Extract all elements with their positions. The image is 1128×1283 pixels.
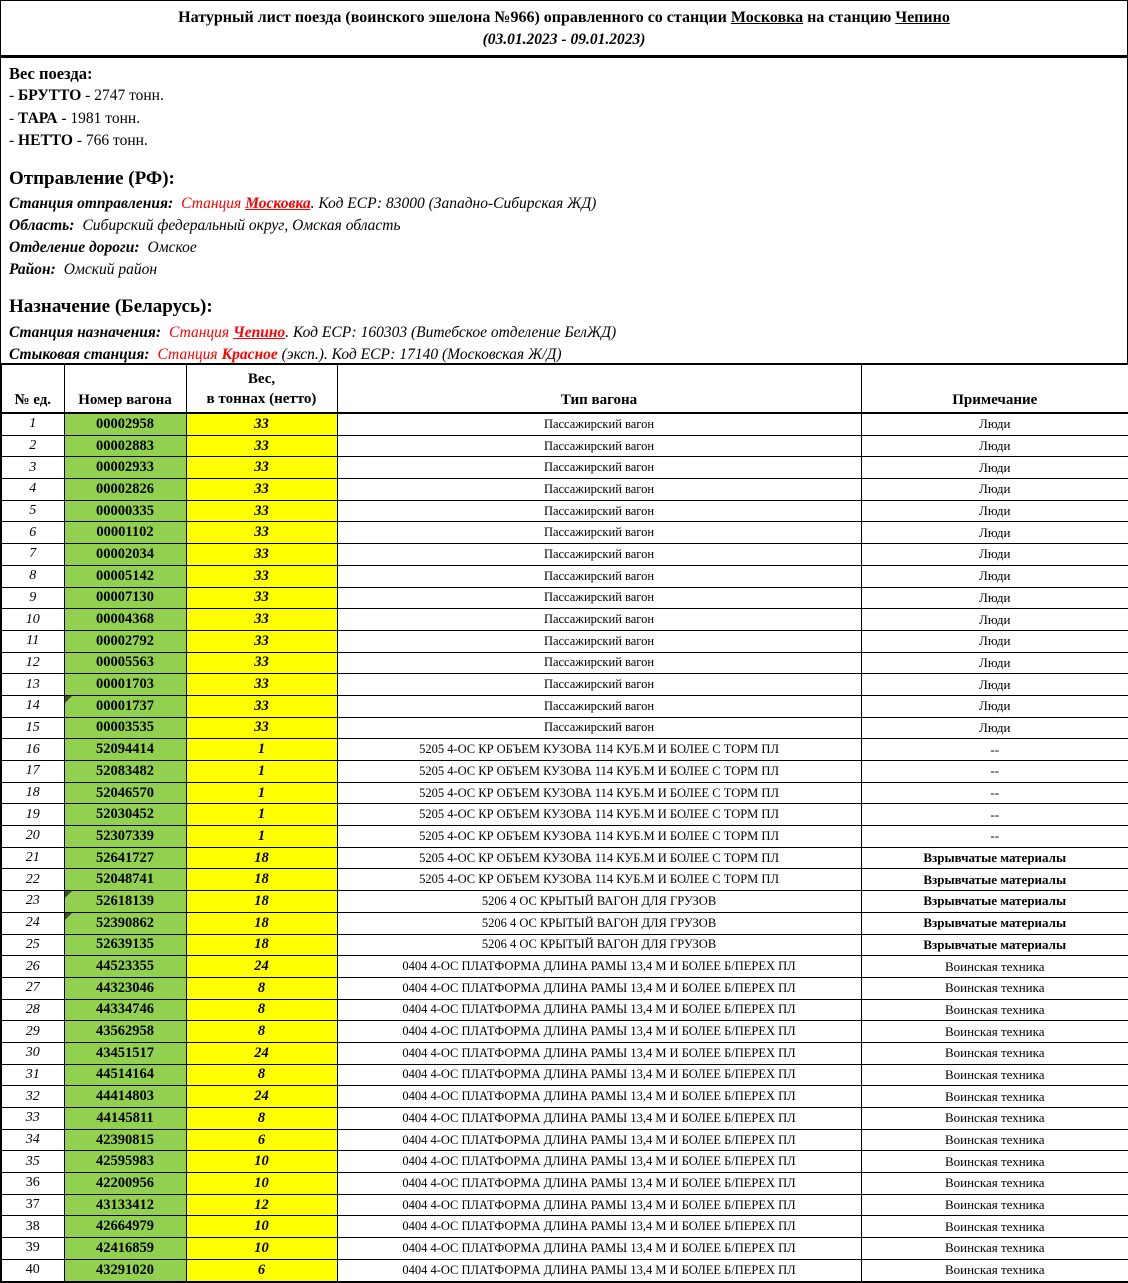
wagon-number-cell: 42200956 xyxy=(64,1173,186,1195)
note-cell: Люди xyxy=(861,479,1128,501)
col-header-weight-line1: Вес, xyxy=(247,370,276,387)
wagon-type-cell: 0404 4-ОС ПЛАТФОРМА ДЛИНА РАМЫ 13,4 М И БОЛЕЕ Б/ПЕРЕХ ПЛ xyxy=(337,956,861,978)
wagon-number-cell: 00002933 xyxy=(64,457,186,479)
wagon-number-cell: 44523355 xyxy=(64,956,186,978)
wagon-number-cell: 43291020 xyxy=(64,1259,186,1281)
wagon-type-cell: 0404 4-ОС ПЛАТФОРМА ДЛИНА РАМЫ 13,4 М И БОЛЕЕ Б/ПЕРЕХ ПЛ xyxy=(337,1021,861,1043)
wagon-type-cell: 0404 4-ОС ПЛАТФОРМА ДЛИНА РАМЫ 13,4 М И БОЛЕЕ Б/ПЕРЕХ ПЛ xyxy=(337,1259,861,1281)
document-title-block xyxy=(0,0,1128,58)
note-cell: Люди xyxy=(861,652,1128,674)
unit-number-cell: 34 xyxy=(1,1129,64,1151)
wagon-type-cell: Пассажирский вагон xyxy=(337,479,861,501)
wagon-number-cell: 44514164 xyxy=(64,1064,186,1086)
wagon-number-cell: 52618139 xyxy=(64,891,186,913)
note-cell: Воинская техника xyxy=(861,1216,1128,1238)
weight-cell: 33 xyxy=(186,500,337,522)
wagon-type-cell: 5205 4-ОС КР ОБЪЕМ КУЗОВА 114 КУБ.М И БОЛЕЕ С ТОРМ ПЛ xyxy=(337,739,861,761)
wagon-number-cell: 43451517 xyxy=(64,1042,186,1064)
weight-cell: 18 xyxy=(186,891,337,913)
weight-cell: 18 xyxy=(186,912,337,934)
wagon-type-cell: 5205 4-ОС КР ОБЪЕМ КУЗОВА 114 КУБ.М И БОЛЕЕ С ТОРМ ПЛ xyxy=(337,804,861,826)
note-cell: Взрывчатые материалы xyxy=(861,891,1128,913)
table-row xyxy=(1,522,1128,544)
wagon-type-cell: 0404 4-ОС ПЛАТФОРМА ДЛИНА РАМЫ 13,4 М И БОЛЕЕ Б/ПЕРЕХ ПЛ xyxy=(337,1216,861,1238)
table-row xyxy=(1,1238,1128,1260)
table-row xyxy=(1,1108,1128,1130)
note-cell: Воинская техника xyxy=(861,1064,1128,1086)
note-cell: Люди xyxy=(861,522,1128,544)
weight-cell: 18 xyxy=(186,847,337,869)
unit-number-cell: 16 xyxy=(1,739,64,761)
wagon-number-cell: 42416859 xyxy=(64,1238,186,1260)
weight-netto-label: НЕТТО xyxy=(18,132,73,150)
col-header-wagon-number: Номер вагона xyxy=(64,364,186,413)
weight-cell: 33 xyxy=(186,609,337,631)
col-header-weight-line2: в тоннах (нетто) xyxy=(206,390,317,407)
wagon-number-cell: 00002958 xyxy=(64,413,186,435)
unit-number-cell: 4 xyxy=(1,479,64,501)
unit-number-cell: 25 xyxy=(1,934,64,956)
departure-station-name: Московка xyxy=(245,195,311,213)
table-row xyxy=(1,761,1128,783)
wagon-number-cell: 52641727 xyxy=(64,847,186,869)
unit-number-cell: 17 xyxy=(1,761,64,783)
note-cell: Взрывчатые материалы xyxy=(861,912,1128,934)
unit-number-cell: 5 xyxy=(1,500,64,522)
wagon-type-cell: Пассажирский вагон xyxy=(337,695,861,717)
wagon-number-cell: 52390862 xyxy=(64,912,186,934)
wagon-number-cell: 52048741 xyxy=(64,869,186,891)
wagon-number-cell: 00002792 xyxy=(64,630,186,652)
weight-cell: 33 xyxy=(186,565,337,587)
table-row xyxy=(1,847,1128,869)
note-cell: Воинская техника xyxy=(861,977,1128,999)
table-row xyxy=(1,674,1128,696)
wagon-type-cell: 5205 4-ОС КР ОБЪЕМ КУЗОВА 114 КУБ.М И БОЛЕЕ С ТОРМ ПЛ xyxy=(337,826,861,848)
weight-cell: 10 xyxy=(186,1238,337,1260)
note-cell: Люди xyxy=(861,565,1128,587)
col-header-note: Примечание xyxy=(861,364,1128,413)
departure-district-line xyxy=(9,259,1117,281)
document-date-range: (03.01.2023 - 09.01.2023) xyxy=(482,31,646,49)
unit-number-cell: 10 xyxy=(1,609,64,631)
table-row xyxy=(1,826,1128,848)
title-text-part1: Натурный лист поезда (воинского эшелона №966) оправленного со станции xyxy=(178,9,731,26)
note-cell: -- xyxy=(861,804,1128,826)
weight-cell: 8 xyxy=(186,1108,337,1130)
wagon-table-header xyxy=(1,364,1128,413)
wagon-type-cell: Пассажирский вагон xyxy=(337,544,861,566)
wagon-number-cell: 00004368 xyxy=(64,609,186,631)
wagon-type-cell: 5205 4-ОС КР ОБЪЕМ КУЗОВА 114 КУБ.М И БОЛЕЕ С ТОРМ ПЛ xyxy=(337,761,861,783)
weight-cell: 33 xyxy=(186,479,337,501)
table-row xyxy=(1,782,1128,804)
weight-cell: 1 xyxy=(186,804,337,826)
note-cell: Люди xyxy=(861,587,1128,609)
weight-cell: 10 xyxy=(186,1173,337,1195)
wagon-number-cell: 52030452 xyxy=(64,804,186,826)
wagon-type-cell: Пассажирский вагон xyxy=(337,565,861,587)
table-row xyxy=(1,1129,1128,1151)
wagon-type-cell: Пассажирский вагон xyxy=(337,522,861,544)
wagon-type-cell: 5205 4-ОС КР ОБЪЕМ КУЗОВА 114 КУБ.М И БОЛЕЕ С ТОРМ ПЛ xyxy=(337,869,861,891)
table-row xyxy=(1,739,1128,761)
table-row xyxy=(1,804,1128,826)
note-cell: Люди xyxy=(861,500,1128,522)
weight-item-prefix: - xyxy=(9,109,19,127)
table-row xyxy=(1,435,1128,457)
junction-station-label: Стыковая станция: xyxy=(9,346,150,364)
weight-tara-label: ТАРА xyxy=(18,109,58,127)
weight-item-prefix: - xyxy=(9,132,19,150)
wagon-number-cell: 00007130 xyxy=(64,587,186,609)
wagon-number-cell: 00003535 xyxy=(64,717,186,739)
weight-cell: 33 xyxy=(186,630,337,652)
wagon-type-cell: 5205 4-ОС КР ОБЪЕМ КУЗОВА 114 КУБ.М И БОЛЕЕ С ТОРМ ПЛ xyxy=(337,782,861,804)
wagon-type-cell: 0404 4-ОС ПЛАТФОРМА ДЛИНА РАМЫ 13,4 М И БОЛЕЕ Б/ПЕРЕХ ПЛ xyxy=(337,977,861,999)
departure-station-prefix: Станция xyxy=(181,195,242,213)
district-label: Район: xyxy=(9,261,56,279)
unit-number-cell: 40 xyxy=(1,1259,64,1281)
note-cell: Воинская техника xyxy=(861,1108,1128,1130)
wagon-type-cell: Пассажирский вагон xyxy=(337,435,861,457)
table-row xyxy=(1,500,1128,522)
table-row xyxy=(1,544,1128,566)
unit-number-cell: 8 xyxy=(1,565,64,587)
unit-number-cell: 26 xyxy=(1,956,64,978)
wagon-number-cell: 52083482 xyxy=(64,761,186,783)
document-info-block xyxy=(0,58,1128,363)
table-row xyxy=(1,479,1128,501)
departure-region-line xyxy=(9,215,1117,237)
note-cell: Воинская техника xyxy=(861,1151,1128,1173)
note-cell: Воинская техника xyxy=(861,1173,1128,1195)
table-row xyxy=(1,587,1128,609)
train-weight-section xyxy=(9,63,1117,153)
unit-number-cell: 11 xyxy=(1,630,64,652)
title-station-to: Чепино xyxy=(895,9,950,26)
note-cell: Взрывчатые материалы xyxy=(861,869,1128,891)
note-cell: Люди xyxy=(861,674,1128,696)
table-row xyxy=(1,1042,1128,1064)
table-row xyxy=(1,1194,1128,1216)
unit-number-cell: 22 xyxy=(1,869,64,891)
junction-station-prefix: Станция xyxy=(157,346,218,364)
wagon-type-cell: 0404 4-ОС ПЛАТФОРМА ДЛИНА РАМЫ 13,4 М И БОЛЕЕ Б/ПЕРЕХ ПЛ xyxy=(337,1042,861,1064)
wagon-table xyxy=(0,363,1128,1283)
note-cell: Воинская техника xyxy=(861,956,1128,978)
document-title xyxy=(1,7,1127,29)
note-cell: Люди xyxy=(861,630,1128,652)
table-row xyxy=(1,457,1128,479)
unit-number-cell: 37 xyxy=(1,1194,64,1216)
division-value: Омское xyxy=(147,239,197,257)
wagon-number-cell: 43562958 xyxy=(64,1021,186,1043)
weight-cell: 8 xyxy=(186,999,337,1021)
unit-number-cell: 19 xyxy=(1,804,64,826)
table-row xyxy=(1,609,1128,631)
table-row xyxy=(1,413,1128,435)
wagon-number-cell: 42595983 xyxy=(64,1151,186,1173)
unit-number-cell: 32 xyxy=(1,1086,64,1108)
unit-number-cell: 13 xyxy=(1,674,64,696)
destination-station-code: . Код ЕСР: 160303 (Витебское отделение БелЖД) xyxy=(285,324,617,342)
wagon-number-cell: 52307339 xyxy=(64,826,186,848)
weight-cell: 33 xyxy=(186,522,337,544)
unit-number-cell: 27 xyxy=(1,977,64,999)
weight-cell: 12 xyxy=(186,1194,337,1216)
note-cell: Воинская техника xyxy=(861,1021,1128,1043)
note-cell: Люди xyxy=(861,457,1128,479)
unit-number-cell: 30 xyxy=(1,1042,64,1064)
unit-number-cell: 6 xyxy=(1,522,64,544)
note-cell: Взрывчатые материалы xyxy=(861,847,1128,869)
destination-station-line xyxy=(9,322,1117,344)
table-row xyxy=(1,912,1128,934)
unit-number-cell: 29 xyxy=(1,1021,64,1043)
weight-tara-line xyxy=(9,108,1117,130)
wagon-type-cell: Пассажирский вагон xyxy=(337,413,861,435)
weight-cell: 33 xyxy=(186,544,337,566)
junction-station-name: Красное xyxy=(221,346,278,364)
note-cell: Люди xyxy=(861,717,1128,739)
weight-cell: 10 xyxy=(186,1151,337,1173)
table-row xyxy=(1,891,1128,913)
wagon-number-cell: 00001703 xyxy=(64,674,186,696)
wagon-number-cell: 42664979 xyxy=(64,1216,186,1238)
wagon-number-cell: 43133412 xyxy=(64,1194,186,1216)
weight-cell: 33 xyxy=(186,457,337,479)
unit-number-cell: 39 xyxy=(1,1238,64,1260)
note-cell: Воинская техника xyxy=(861,1259,1128,1281)
weight-cell: 18 xyxy=(186,869,337,891)
table-row xyxy=(1,1064,1128,1086)
table-row xyxy=(1,652,1128,674)
departure-heading: Отправление (РФ): xyxy=(9,167,175,189)
table-row xyxy=(1,956,1128,978)
table-row xyxy=(1,1216,1128,1238)
unit-number-cell: 14 xyxy=(1,695,64,717)
weight-cell: 33 xyxy=(186,674,337,696)
weight-cell: 10 xyxy=(186,1216,337,1238)
wagon-number-cell: 00001737 xyxy=(64,695,186,717)
weight-cell: 33 xyxy=(186,652,337,674)
weight-section-heading: Вес поезда: xyxy=(9,64,93,83)
wagon-type-cell: Пассажирский вагон xyxy=(337,652,861,674)
region-value: Сибирский федеральный округ, Омская область xyxy=(82,217,401,235)
note-cell: Воинская техника xyxy=(861,1086,1128,1108)
note-cell: Воинская техника xyxy=(861,1238,1128,1260)
wagon-type-cell: Пассажирский вагон xyxy=(337,457,861,479)
wagon-number-cell: 44334746 xyxy=(64,999,186,1021)
wagon-type-cell: 0404 4-ОС ПЛАТФОРМА ДЛИНА РАМЫ 13,4 М И БОЛЕЕ Б/ПЕРЕХ ПЛ xyxy=(337,1129,861,1151)
unit-number-cell: 28 xyxy=(1,999,64,1021)
col-header-unit-number: № ед. xyxy=(1,364,64,413)
wagon-number-cell: 44323046 xyxy=(64,977,186,999)
wagon-number-cell: 00005563 xyxy=(64,652,186,674)
table-row xyxy=(1,565,1128,587)
note-cell: -- xyxy=(861,739,1128,761)
weight-tara-value: - 1981 тонн. xyxy=(57,109,141,127)
table-row xyxy=(1,1021,1128,1043)
wagon-type-cell: Пассажирский вагон xyxy=(337,674,861,696)
wagon-table-body xyxy=(1,413,1128,1282)
unit-number-cell: 15 xyxy=(1,717,64,739)
wagon-type-cell: Пассажирский вагон xyxy=(337,500,861,522)
unit-number-cell: 12 xyxy=(1,652,64,674)
weight-brutto-label: БРУТТО xyxy=(18,87,82,105)
wagon-type-cell: 5205 4-ОС КР ОБЪЕМ КУЗОВА 114 КУБ.М И БОЛЕЕ С ТОРМ ПЛ xyxy=(337,847,861,869)
table-row xyxy=(1,717,1128,739)
wagon-number-cell: 52046570 xyxy=(64,782,186,804)
note-cell: -- xyxy=(861,761,1128,783)
wagon-type-cell: Пассажирский вагон xyxy=(337,609,861,631)
table-row xyxy=(1,977,1128,999)
wagon-type-cell: 0404 4-ОС ПЛАТФОРМА ДЛИНА РАМЫ 13,4 М И БОЛЕЕ Б/ПЕРЕХ ПЛ xyxy=(337,1108,861,1130)
note-cell: Воинская техника xyxy=(861,1129,1128,1151)
table-row xyxy=(1,934,1128,956)
unit-number-cell: 24 xyxy=(1,912,64,934)
wagon-number-cell: 44414803 xyxy=(64,1086,186,1108)
weight-cell: 8 xyxy=(186,1064,337,1086)
unit-number-cell: 7 xyxy=(1,544,64,566)
departure-section xyxy=(9,167,1117,282)
wagon-number-cell: 42390815 xyxy=(64,1129,186,1151)
table-row xyxy=(1,869,1128,891)
wagon-number-cell: 00000335 xyxy=(64,500,186,522)
wagon-number-cell: 52094414 xyxy=(64,739,186,761)
weight-cell: 8 xyxy=(186,977,337,999)
weight-cell: 33 xyxy=(186,695,337,717)
wagon-type-cell: Пассажирский вагон xyxy=(337,587,861,609)
weight-cell: 1 xyxy=(186,739,337,761)
table-row xyxy=(1,695,1128,717)
weight-cell: 24 xyxy=(186,956,337,978)
weight-cell: 33 xyxy=(186,717,337,739)
unit-number-cell: 9 xyxy=(1,587,64,609)
wagon-number-cell: 00005142 xyxy=(64,565,186,587)
weight-cell: 33 xyxy=(186,587,337,609)
unit-number-cell: 18 xyxy=(1,782,64,804)
wagon-type-cell: 5206 4 ОС КРЫТЫЙ ВАГОН ДЛЯ ГРУЗОВ xyxy=(337,891,861,913)
wagon-type-cell: 0404 4-ОС ПЛАТФОРМА ДЛИНА РАМЫ 13,4 М И БОЛЕЕ Б/ПЕРЕХ ПЛ xyxy=(337,1151,861,1173)
weight-cell: 1 xyxy=(186,782,337,804)
weight-cell: 33 xyxy=(186,413,337,435)
table-row xyxy=(1,1259,1128,1281)
weight-cell: 24 xyxy=(186,1086,337,1108)
weight-netto-line xyxy=(9,130,1117,152)
weight-cell: 6 xyxy=(186,1259,337,1281)
weight-cell: 24 xyxy=(186,1042,337,1064)
unit-number-cell: 38 xyxy=(1,1216,64,1238)
destination-station-label: Станция назначения: xyxy=(9,324,162,342)
wagon-number-cell: 52639135 xyxy=(64,934,186,956)
unit-number-cell: 20 xyxy=(1,826,64,848)
division-label: Отделение дороги: xyxy=(9,239,140,257)
note-cell: Люди xyxy=(861,435,1128,457)
wagon-type-cell: 0404 4-ОС ПЛАТФОРМА ДЛИНА РАМЫ 13,4 М И БОЛЕЕ Б/ПЕРЕХ ПЛ xyxy=(337,1238,861,1260)
wagon-number-cell: 00002826 xyxy=(64,479,186,501)
district-value: Омский район xyxy=(63,261,158,279)
weight-cell: 1 xyxy=(186,761,337,783)
note-cell: -- xyxy=(861,782,1128,804)
departure-station-label: Станция отправления: xyxy=(9,195,174,213)
weight-brutto-line xyxy=(9,85,1117,107)
table-row xyxy=(1,1173,1128,1195)
note-cell: Взрывчатые материалы xyxy=(861,934,1128,956)
table-row xyxy=(1,1086,1128,1108)
note-cell: Воинская техника xyxy=(861,999,1128,1021)
weight-item-prefix: - xyxy=(9,87,19,105)
weight-cell: 1 xyxy=(186,826,337,848)
wagon-type-cell: 5206 4 ОС КРЫТЫЙ ВАГОН ДЛЯ ГРУЗОВ xyxy=(337,934,861,956)
unit-number-cell: 36 xyxy=(1,1173,64,1195)
unit-number-cell: 2 xyxy=(1,435,64,457)
weight-cell: 8 xyxy=(186,1021,337,1043)
unit-number-cell: 23 xyxy=(1,891,64,913)
unit-number-cell: 35 xyxy=(1,1151,64,1173)
col-header-wagon-type: Тип вагона xyxy=(337,364,861,413)
departure-station-code: . Код ЕСР: 83000 (Западно-Сибирская ЖД) xyxy=(310,195,597,213)
unit-number-cell: 33 xyxy=(1,1108,64,1130)
table-row xyxy=(1,999,1128,1021)
weight-cell: 18 xyxy=(186,934,337,956)
departure-station-line xyxy=(9,193,1117,215)
weight-cell: 6 xyxy=(186,1129,337,1151)
table-row xyxy=(1,1151,1128,1173)
title-station-from: Московка xyxy=(730,9,804,26)
unit-number-cell: 3 xyxy=(1,457,64,479)
region-label: Область: xyxy=(9,217,75,235)
weight-brutto-value: - 2747 тонн. xyxy=(81,87,164,105)
destination-heading: Назначение (Беларусь): xyxy=(9,296,213,318)
title-text-part2: на станцию xyxy=(803,9,896,26)
note-cell: Люди xyxy=(861,695,1128,717)
destination-station-name: Чепино xyxy=(233,324,286,342)
wagon-type-cell: 0404 4-ОС ПЛАТФОРМА ДЛИНА РАМЫ 13,4 М И БОЛЕЕ Б/ПЕРЕХ ПЛ xyxy=(337,1086,861,1108)
note-cell: Воинская техника xyxy=(861,1194,1128,1216)
junction-station-code: (эксп.). Код ЕСР: 17140 (Московская Ж/Д) xyxy=(277,346,562,364)
wagon-number-cell: 00001102 xyxy=(64,522,186,544)
note-cell: Воинская техника xyxy=(861,1042,1128,1064)
wagon-number-cell: 44145811 xyxy=(64,1108,186,1130)
note-cell: -- xyxy=(861,826,1128,848)
unit-number-cell: 31 xyxy=(1,1064,64,1086)
wagon-type-cell: 0404 4-ОС ПЛАТФОРМА ДЛИНА РАМЫ 13,4 М И БОЛЕЕ Б/ПЕРЕХ ПЛ xyxy=(337,1194,861,1216)
wagon-type-cell: Пассажирский вагон xyxy=(337,717,861,739)
destination-section xyxy=(9,295,1117,366)
note-cell: Люди xyxy=(861,609,1128,631)
col-header-weight xyxy=(186,364,337,413)
weight-netto-value: - 766 тонн. xyxy=(72,132,148,150)
wagon-type-cell: 5206 4 ОС КРЫТЫЙ ВАГОН ДЛЯ ГРУЗОВ xyxy=(337,912,861,934)
wagon-type-cell: 0404 4-ОС ПЛАТФОРМА ДЛИНА РАМЫ 13,4 М И БОЛЕЕ Б/ПЕРЕХ ПЛ xyxy=(337,999,861,1021)
wagon-type-cell: Пассажирский вагон xyxy=(337,630,861,652)
wagon-type-cell: 0404 4-ОС ПЛАТФОРМА ДЛИНА РАМЫ 13,4 М И БОЛЕЕ Б/ПЕРЕХ ПЛ xyxy=(337,1064,861,1086)
note-cell: Люди xyxy=(861,413,1128,435)
destination-station-prefix: Станция xyxy=(169,324,230,342)
unit-number-cell: 1 xyxy=(1,413,64,435)
wagon-type-cell: 0404 4-ОС ПЛАТФОРМА ДЛИНА РАМЫ 13,4 М И БОЛЕЕ Б/ПЕРЕХ ПЛ xyxy=(337,1173,861,1195)
weight-cell: 33 xyxy=(186,435,337,457)
note-cell: Люди xyxy=(861,544,1128,566)
departure-division-line xyxy=(9,237,1117,259)
unit-number-cell: 21 xyxy=(1,847,64,869)
table-row xyxy=(1,630,1128,652)
wagon-number-cell: 00002883 xyxy=(64,435,186,457)
wagon-number-cell: 00002034 xyxy=(64,544,186,566)
